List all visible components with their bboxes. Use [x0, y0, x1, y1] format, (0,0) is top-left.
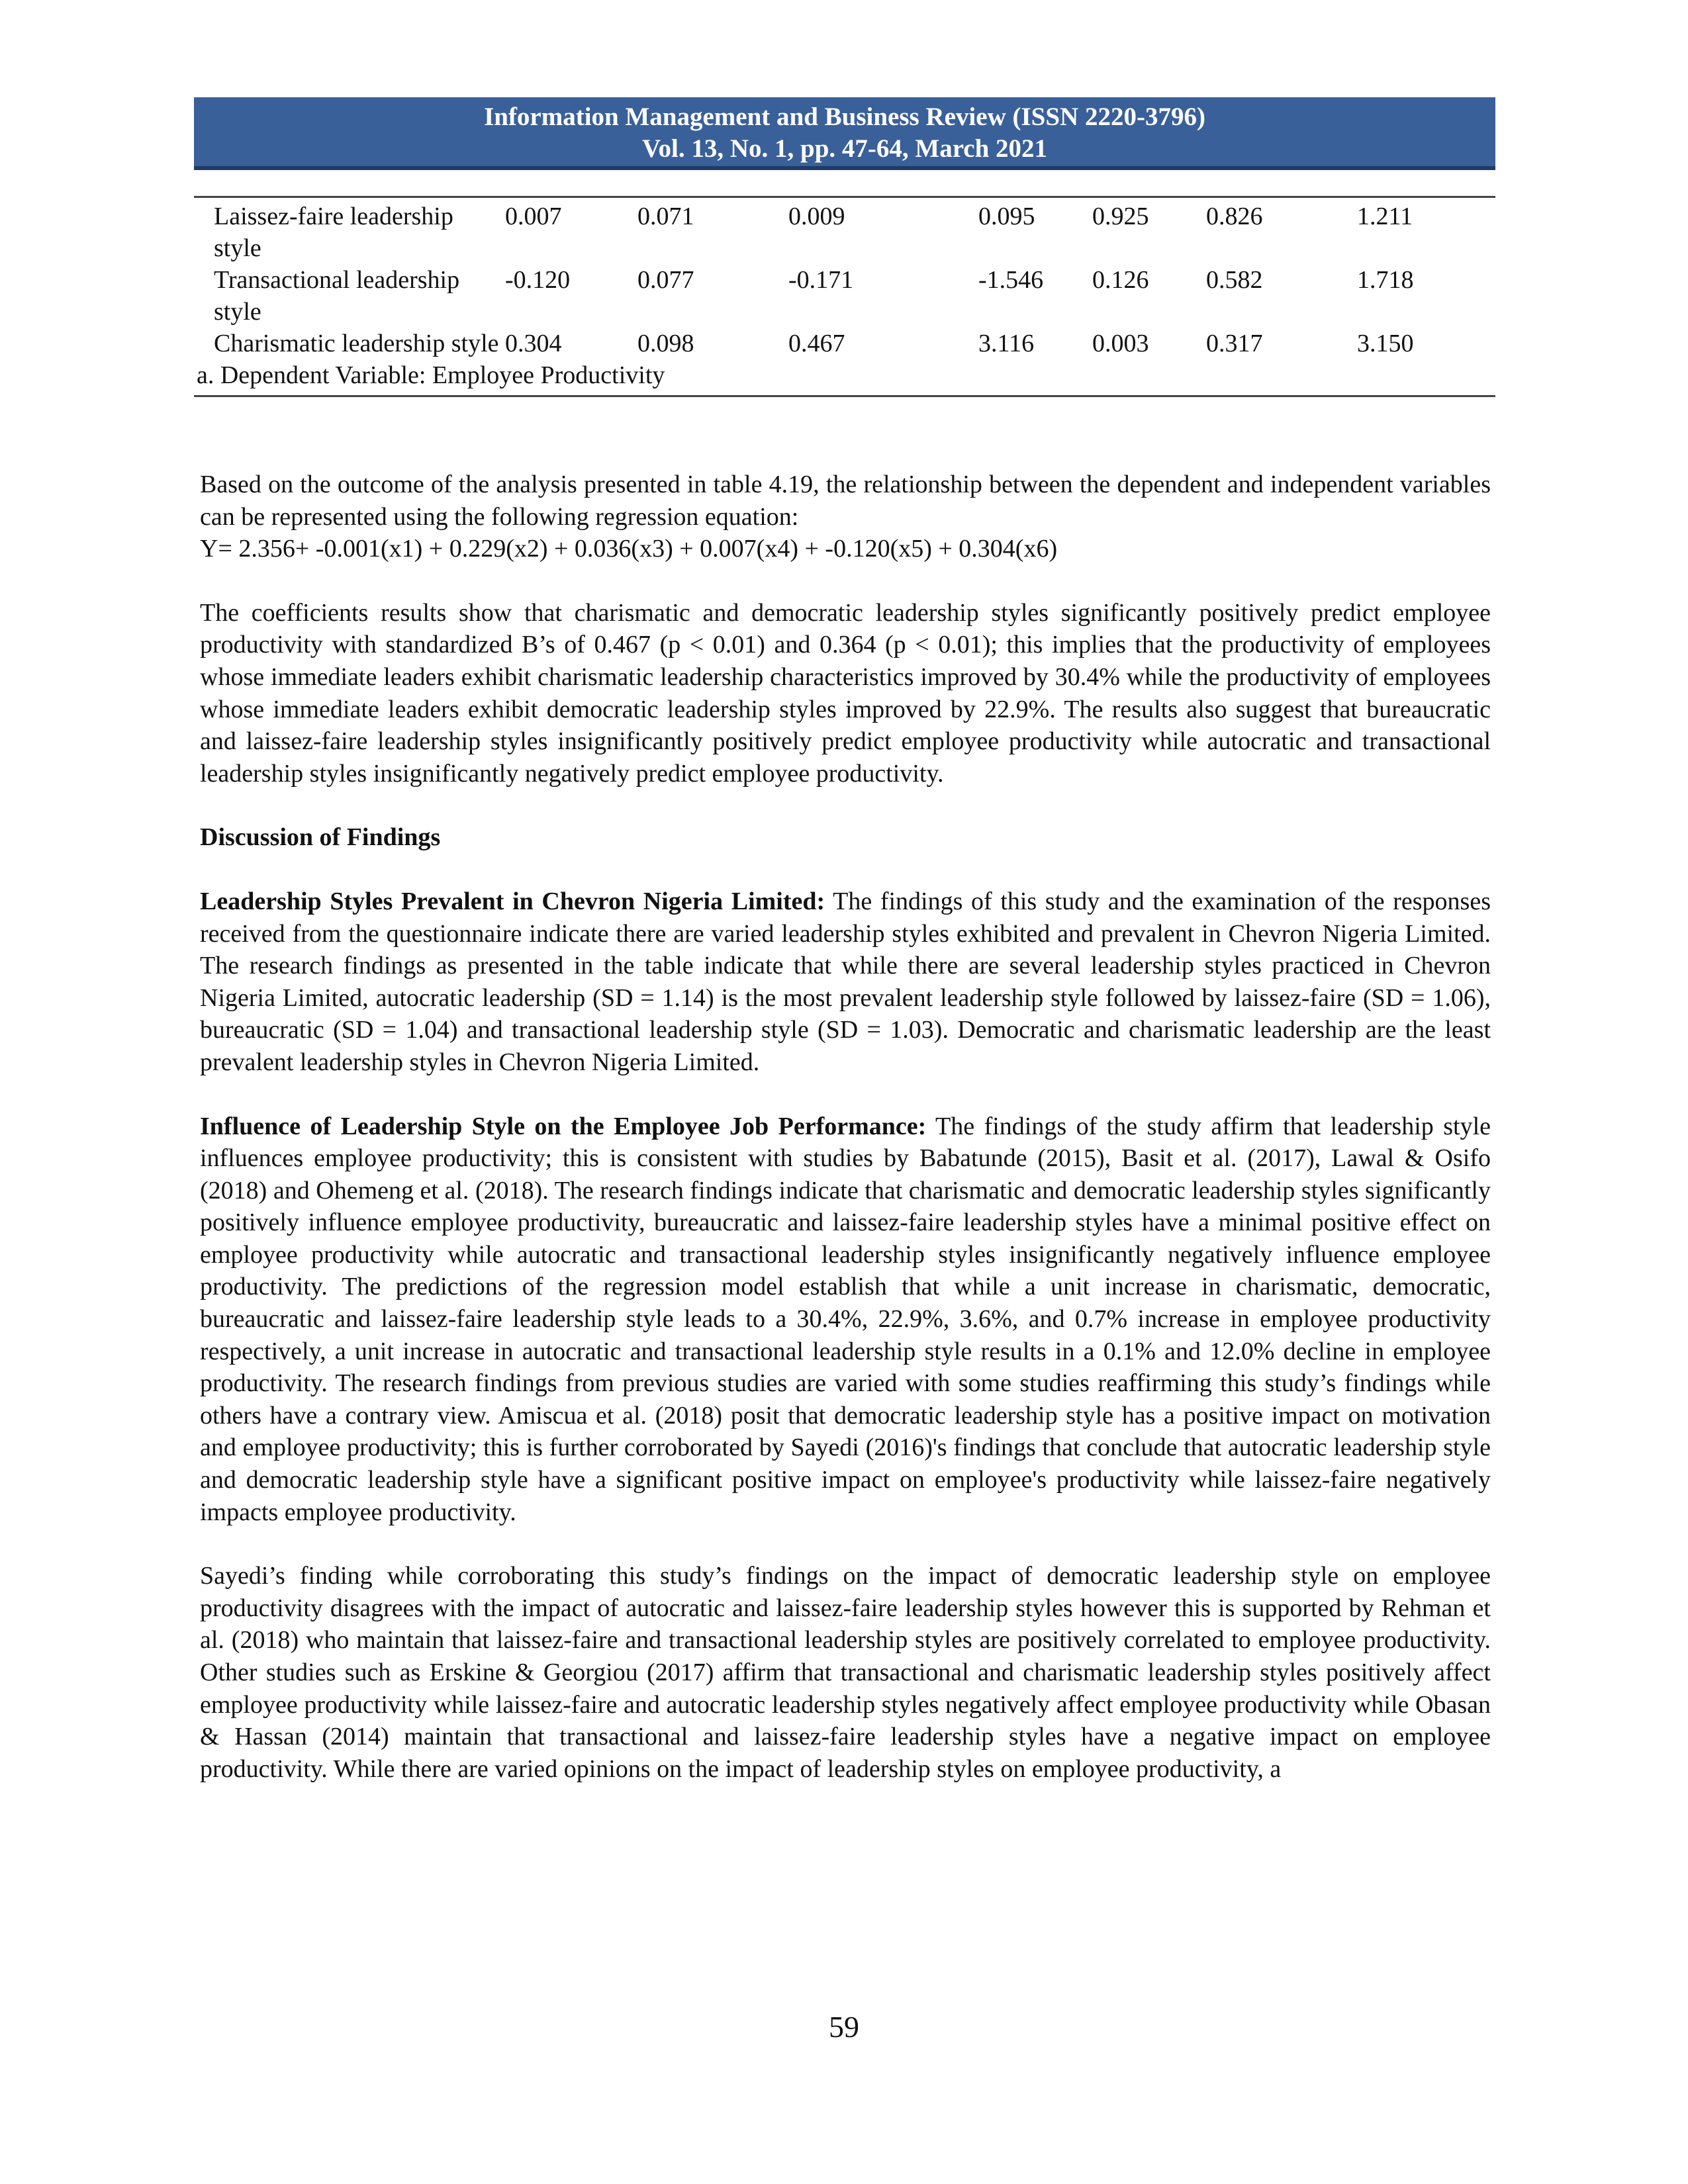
cell-se: 0.098: [637, 330, 694, 357]
table-row: [194, 201, 1495, 264]
cell-sig: 0.003: [1092, 330, 1149, 357]
regression-equation: Y= 2.356+ -0.001(x1) + 0.229(x2) + 0.036(x3) + 0.007(x4) + -0.120(x5) + 0.304(x6): [200, 535, 1058, 563]
cell-beta: 0.009: [788, 203, 845, 230]
cell-t: 0.095: [978, 203, 1035, 230]
cell-beta: -0.171: [788, 266, 854, 294]
paragraph-prevalent-styles: [200, 886, 1491, 1079]
paragraph-text: The findings of this study and the examination of the responses received from the questionnaire indicate there are varied leadership styles exhibited and prevalent in Chevron Nigeria Limited. The research findings as presented in the table indicate that while there are several leadership styles practiced in Chevron Nigeria Limited, autocratic leadership (SD = 1.14) is the most prevalent leadership style followed by laissez-faire (SD = 1.06), bureaucratic (SD = 1.04) and transactional leadership style (SD = 1.03). Democratic and charismatic leadership are the least prevalent leadership styles in Chevron Nigeria Limited.: [200, 887, 1491, 1076]
table-top-rule: [194, 196, 1495, 198]
cell-se: 0.071: [637, 203, 694, 230]
table-note: a. Dependent Variable: Employee Productivity: [197, 361, 665, 389]
article-body: [200, 469, 1491, 1817]
cell-tol: 0.317: [1206, 330, 1263, 357]
paragraph-sayedi: Sayedi’s finding while corroborating this study’s findings on the impact of democratic leadership style on employee productivity disagrees with the impact of autocratic and laissez-faire leadership styles however this is supported by Rehman et al. (2018) who maintain that laissez-faire and transactional leadership styles are positively correlated to employee productivity. Other studies such as Erskine & Georgiou (2017) affirm that transactional and charismatic leadership styles positively affect employee productivity while laissez-faire and autocratic leadership styles negatively affect employee productivity while Obasan & Hassan (2014) maintain that transactional and laissez-faire leadership styles have a negative impact on employee productivity. While there are varied opinions on the impact of leadership styles on employee productivity, a: [200, 1562, 1491, 1783]
cell-beta: 0.467: [788, 330, 845, 357]
cell-t: -1.546: [978, 266, 1044, 294]
cell-var: Laissez-faire leadership style: [214, 203, 453, 262]
cell-vif: 1.211: [1357, 203, 1413, 230]
cell-se: 0.077: [637, 266, 694, 294]
journal-title: Information Management and Business Review (ISSN 2220-3796): [484, 103, 1205, 131]
paragraph-coefficients: The coefficients results show that charismatic and democratic leadership styles significantly positively predict employee productivity with standardized B’s of 0.467 (p < 0.01) and 0.364 (p < 0.01); this implies that the productivity of employees whose immediate leaders exhibit charismatic leadership characteristics improved by 30.4% while the productivity of employees whose immediate leaders exhibit democratic leadership styles improved by 22.9%. The results also suggest that bureaucratic and laissez-faire leadership styles insignificantly positively predict employee productivity while autocratic and transactional leadership styles insignificantly negatively predict employee productivity.: [200, 598, 1491, 788]
cell-b: 0.007: [505, 203, 562, 230]
page-number: 59: [829, 2010, 859, 2044]
paragraph-regression-intro: Based on the outcome of the analysis presented in table 4.19, the relationship between the dependent and independent variables can be represented using the following regression equation:: [200, 471, 1491, 531]
cell-b: -0.120: [505, 266, 571, 294]
journal-issue: Vol. 13, No. 1, pp. 47-64, March 2021: [641, 134, 1048, 163]
paragraph-lead: Influence of Leadership Style on the Employee Job Performance:: [200, 1112, 927, 1140]
coefficients-grid: [194, 201, 1495, 359]
cell-sig: 0.126: [1092, 266, 1149, 294]
cell-t: 3.116: [978, 330, 1035, 357]
table-row: [194, 328, 1495, 359]
cell-vif: 1.718: [1357, 266, 1414, 294]
section-heading: Discussion of Findings: [200, 823, 441, 852]
paragraph-text: The findings of the study affirm that leadership style influences employee productivity; this is consistent with studies by Babatunde (2015), Basit et al. (2017), Lawal & Osifo (2018) and Ohemeng et al. (2018). The research findings indicate that charismatic and democratic leadership styles significantly positively influence employee productivity, bureaucratic and laissez-faire leadership styles have a minimal positive effect on employee productivity while autocratic and transactional leadership styles insignificantly negatively influence employee productivity. The predictions of the regression model establish that while a unit increase in charismatic, democratic, bureaucratic and laissez-faire leadership style leads to a 30.4%, 22.9%, 3.6%, and 0.7% increase in employee productivity respectively, a unit increase in autocratic and transactional leadership style results in a 0.1% and 12.0% decline in employee productivity. The research findings from previous studies are varied with some studies reaffirming this study’s findings while others have a contrary view. Amiscua et al. (2018) posit that democratic leadership style has a positive impact on motivation and employee productivity; this is further corroborated by Sayedi (2016)'s findings that conclude that autocratic leadership style and democratic leadership style have a significant positive impact on employee's productivity while laissez-faire negatively impacts employee productivity.: [200, 1112, 1491, 1526]
cell-tol: 0.582: [1206, 266, 1263, 294]
table-row: [194, 264, 1495, 328]
coefficients-table: [194, 196, 1495, 397]
paragraph-influence: [200, 1111, 1491, 1529]
journal-header: [194, 97, 1495, 170]
paragraph-lead: Leadership Styles Prevalent in Chevron Nigeria Limited:: [200, 887, 825, 915]
cell-tol: 0.826: [1206, 203, 1263, 230]
cell-vif: 3.150: [1357, 330, 1414, 357]
cell-var: Transactional leadership style: [214, 266, 460, 326]
table-bottom-rule: [194, 395, 1495, 397]
cell-sig: 0.925: [1092, 203, 1149, 230]
cell-b: 0.304: [505, 330, 562, 357]
cell-var: Charismatic leadership style: [214, 330, 499, 357]
